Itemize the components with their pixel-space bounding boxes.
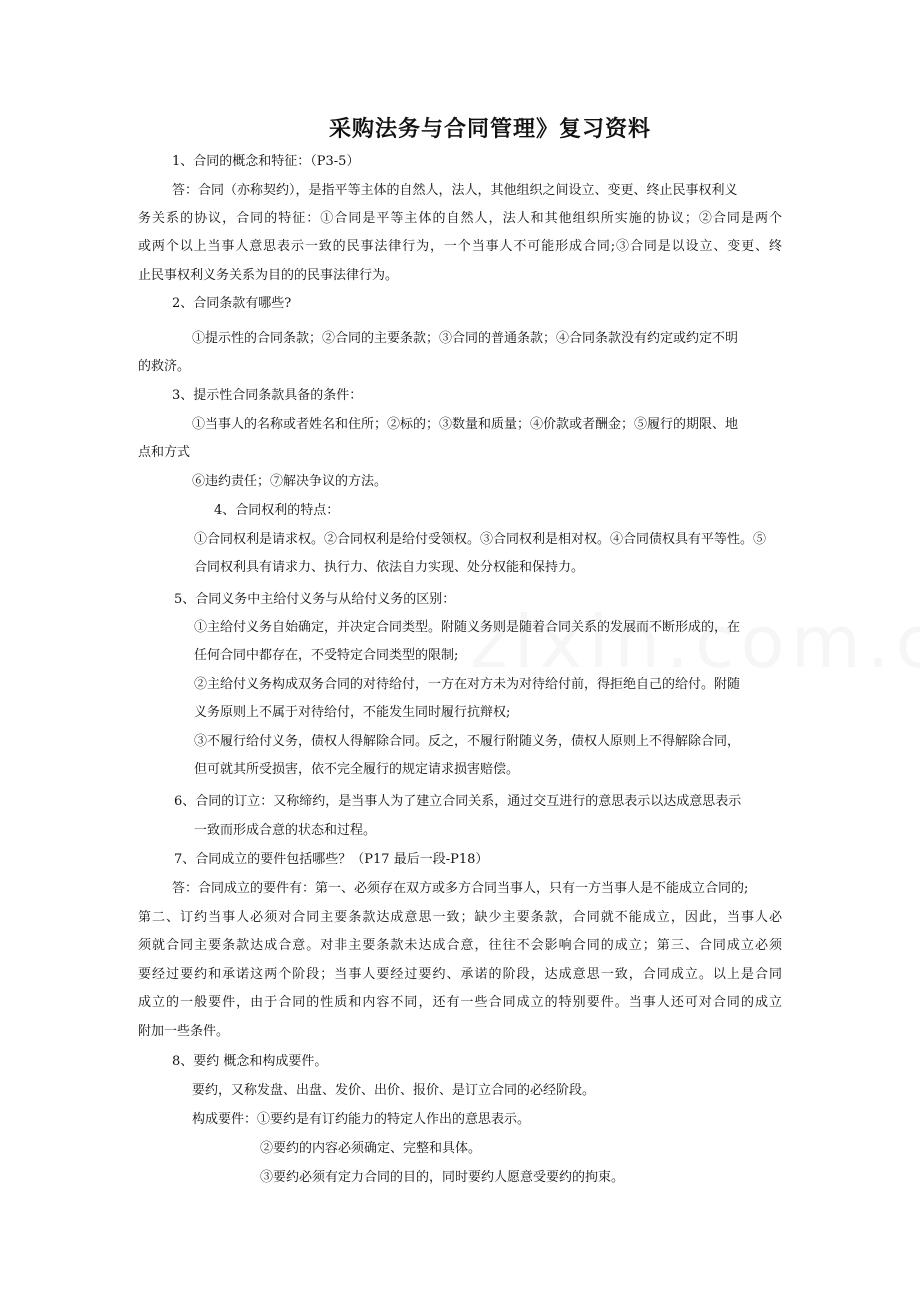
section-8-requirement-2: ②要约的内容必须确定、完整和具体。	[260, 1141, 482, 1156]
section-3-line-2: 点和方式	[138, 445, 191, 460]
section-7-heading: 7、合同成立的要件包括哪些？（P17 最后一段-P18）	[174, 852, 489, 867]
section-5-heading: 5、合同义务中主给付义务与从给付义务的区别：	[174, 592, 456, 607]
section-7-answer: 第二、订约当事人必须对合同主要条款达成意思一致；缺少主要条款，合同就不能成立，因此，当事人必 须就合同主要条款达成合意。对非主要条款未达成合意，往往不会影响合同的成立；第三、合同成立必须 要经过要约和承诺这两个阶段；当事人要经过要约、承诺的阶段，达成意思一致，合同成立。以上是合同 成立的一般要件，由于合同的性质和内容不同，还有一些合同成立的特别要件。当事人还可对合同的成立 附加一些条件。	[138, 910, 782, 1039]
section-1-heading: 1、合同的概念和特征：（P3-5）	[172, 154, 360, 169]
section-5-body: ①主给付义务自始确定，并决定合同类型。附随义务则是随着合同关系的发展而不断形成的，在 任何合同中都存在，不受特定合同类型的限制; ②主给付义务构成双务合同的对待给付，一方在对方未为对待给付前，得拒绝自己的给付。附随 义务原则上不属于对待给付，不能发生同时履行抗辩权; ③不履行给付义务，债权人得解除合同。反之，不履行附随义务，债权人原则上不得解除合同， 但可就其所受损害，依不完全履行的规定请求损害赔偿。	[194, 620, 741, 778]
section-2-line-1: ①提示性的合同条款；②合同的主要条款；③合同的普通条款；④合同条款没有约定或约定不明	[192, 331, 739, 346]
document-title: 采购法务与合同管理》复习资料	[328, 117, 651, 142]
section-3-heading: 3、提示性合同条款具备的条件：	[172, 388, 363, 403]
section-2-heading: 2、合同条款有哪些?	[172, 296, 292, 311]
section-7-answer-first-line: 答：合同成立的要件有：第一、必须存在双方或多方合同当事人，只有一方当事人是不能成立合同的;	[172, 881, 749, 896]
section-3-line-3: ⑥违约责任；⑦解决争议的方法。	[192, 474, 388, 489]
section-6-heading: 6、合同的订立：又称缔约，是当事人为了建立合同关系，通过交互进行的意思表示以达成意思表示	[174, 794, 742, 809]
section-8-requirement-3: ③要约必须有定力合同的目的，同时要约人愿意受要约的拘束。	[260, 1170, 625, 1185]
section-6-body: 一致而形成合意的状态和过程。	[194, 823, 377, 838]
section-4-heading: 4、合同权利的特点：	[214, 503, 340, 518]
section-8-requirements-label: 构成要件：①要约是有订约能力的特定人作出的意思表示。	[192, 1112, 531, 1127]
section-8-heading: 8、要约 概念和构成要件。	[172, 1054, 328, 1069]
section-1-answer: 务关系的协议，合同的特征：①合同是平等主体的自然人，法人和其他组织所实施的协议；②合同是两个 或两个以上当事人意思表示一致的民事法律行为，一个当事人不可能形成合同;③合同是以设立、变更、终 止民事权利义务关系为目的的民事法律行为。	[138, 211, 782, 283]
section-1-answer-first-line: 答：合同（亦称契约），是指平等主体的自然人，法人，其他组织之间设立、变更、终止民事权利义	[172, 183, 738, 198]
section-3-line-1: ①当事人的名称或者姓名和住所；②标的；③数量和质量；④价款或者酬金；⑤履行的期限、地	[192, 417, 739, 432]
section-8-offer-definition: 要约，又称发盘、出盘、发价、出价、报价、是订立合同的必经阶段。	[192, 1083, 596, 1098]
section-4-body: ①合同权利是请求权。②合同权利是给付受领权。③合同权利是相对权。④合同债权具有平等性。⑤ 合同权利具有请求力、执行力、依法自力实现、处分权能和保持力。	[194, 532, 767, 576]
section-2-line-2: 的救济。	[138, 359, 191, 374]
